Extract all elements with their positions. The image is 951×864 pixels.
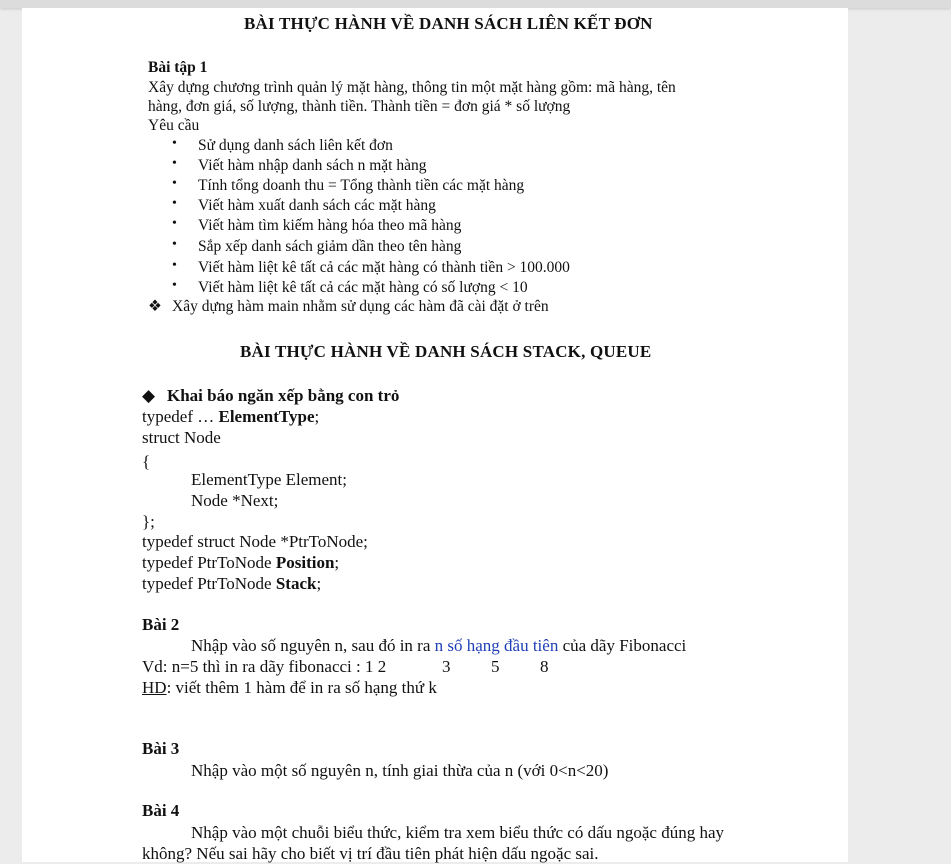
code-line: { xyxy=(142,452,151,471)
final-requirement: Xây dựng hàm main nhằm sử dụng các hàm đã cài đặt ở trên xyxy=(172,298,549,315)
document-page xyxy=(22,8,848,862)
bullet-dot-icon: • xyxy=(172,196,177,211)
bullet-dot-icon: • xyxy=(172,237,177,252)
stack-subheading: Khai báo ngăn xếp bằng con trỏ xyxy=(167,386,400,405)
code-line: typedef … ElementType; xyxy=(142,407,320,426)
bullet-dot-icon: • xyxy=(172,278,177,293)
exercise4-line2: không? Nếu sai hãy cho biết vị trí đầu tiên phát hiện dấu ngoặc sai. xyxy=(142,844,599,863)
bullet-dot-icon: • xyxy=(172,258,177,273)
diamond-icon: ◆ xyxy=(142,386,156,405)
exercise1-desc-line1: Xây dựng chương trình quản lý mặt hàng, thông tin một mặt hàng gồm: mã hàng, tên xyxy=(148,79,676,96)
exercise2-example: Vd: n=5 thì in ra dãy fibonacci : 1 2 3 5 8 xyxy=(142,657,549,676)
code-line: typedef PtrToNode Stack; xyxy=(142,574,322,593)
exercise3-line1: Nhập vào một số nguyên n, tính giai thừa của n (với 0<n<20) xyxy=(191,761,609,780)
list-item: Viết hàm liệt kê tất cả các mặt hàng có số lượng < 10 xyxy=(198,279,528,296)
section2-title: BÀI THỰC HÀNH VỀ DANH SÁCH STACK, QUEUE xyxy=(240,342,652,361)
code-line: ElementType Element; xyxy=(191,470,348,489)
exercise2-hint: HD: viết thêm 1 hàm để in ra số hạng thứ k xyxy=(142,678,437,697)
code-line: struct Node xyxy=(142,428,221,447)
requirements-label: Yêu cầu xyxy=(148,117,200,134)
list-item: Viết hàm nhập danh sách n mặt hàng xyxy=(198,157,427,174)
section1-title: BÀI THỰC HÀNH VỀ DANH SÁCH LIÊN KẾT ĐƠN xyxy=(244,14,653,33)
list-item: Viết hàm tìm kiếm hàng hóa theo mã hàng xyxy=(198,217,462,234)
exercise1-desc-line2: hàng, đơn giá, số lượng, thành tiền. Thành tiền = đơn giá * số lượng xyxy=(148,98,571,115)
list-item: Sử dụng danh sách liên kết đơn xyxy=(198,137,393,154)
bullet-dot-icon: • xyxy=(172,136,177,151)
code-line: typedef struct Node *PtrToNode; xyxy=(142,532,368,551)
exercise4-title: Bài 4 xyxy=(142,801,180,820)
code-line: Node *Next; xyxy=(191,491,279,510)
bullet-dot-icon: • xyxy=(172,176,177,191)
list-item: Viết hàm xuất danh sách các mặt hàng xyxy=(198,197,436,214)
exercise4-line1: Nhập vào một chuỗi biểu thức, kiểm tra xem biểu thức có dấu ngoặc đúng hay xyxy=(191,823,725,842)
list-item: Viết hàm liệt kê tất cả các mặt hàng có thành tiền > 100.000 xyxy=(198,259,570,276)
code-line: typedef PtrToNode Position; xyxy=(142,553,340,572)
exercise2-line1: Nhập vào số nguyên n, sau đó in ra n số hạng đầu tiên của dãy Fibonacci xyxy=(191,636,687,655)
viewer-top-bar xyxy=(0,0,951,8)
bullet-dot-icon: • xyxy=(172,216,177,231)
exercise3-title: Bài 3 xyxy=(142,739,180,758)
list-item: Tính tổng doanh thu = Tổng thành tiền các mặt hàng xyxy=(198,177,525,194)
exercise1-title: Bài tập 1 xyxy=(148,59,208,76)
code-line: }; xyxy=(142,512,155,531)
bullet-dot-icon: • xyxy=(172,156,177,171)
exercise2-title: Bài 2 xyxy=(142,615,180,634)
list-item: Sắp xếp danh sách giảm dần theo tên hàng xyxy=(198,238,462,255)
diamond-bullet-icon: ❖ xyxy=(148,298,162,315)
